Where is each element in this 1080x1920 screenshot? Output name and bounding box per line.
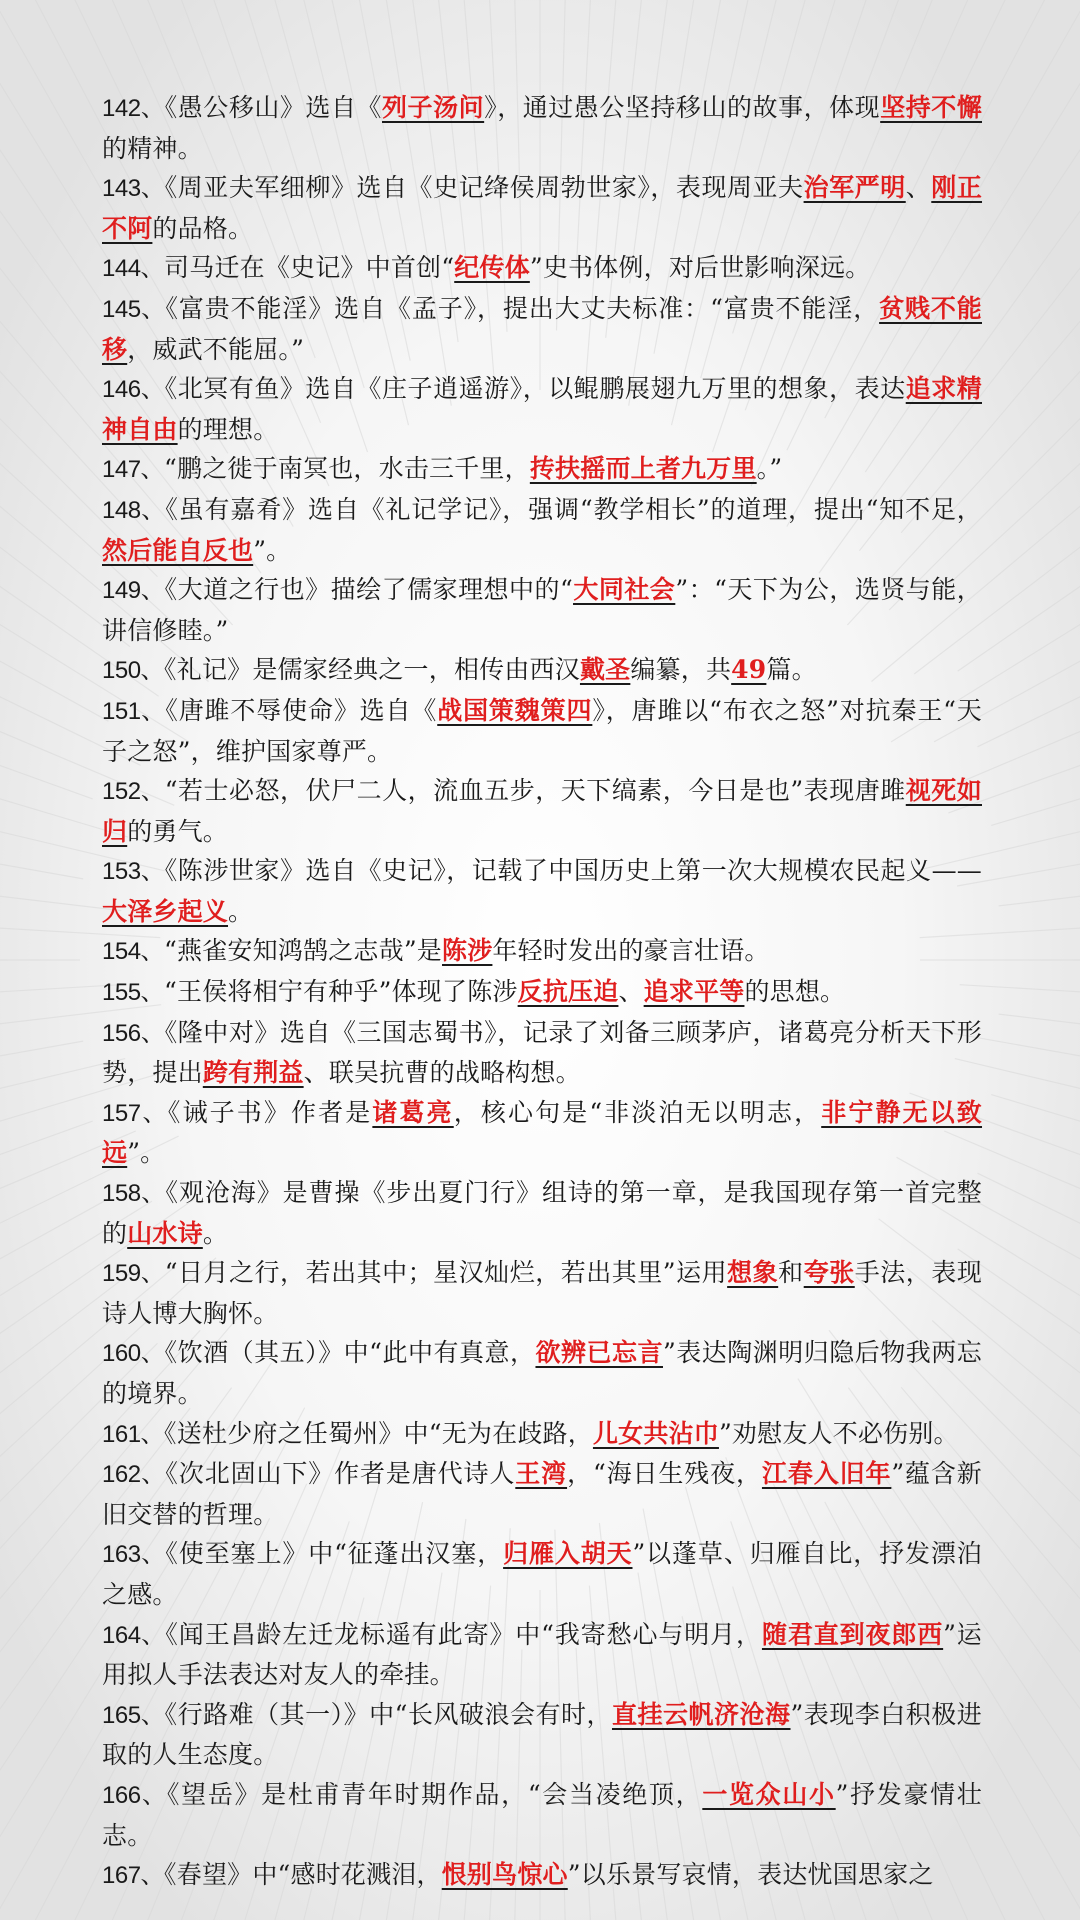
item-text: 《送杜少府之任蜀州》中“无为在歧路， <box>164 1418 593 1448</box>
item-text: 《诫子书》作者是 <box>167 1097 373 1127</box>
item-number: 161、 <box>102 1420 165 1448</box>
list-item <box>102 650 982 691</box>
list-item <box>102 1695 982 1775</box>
list-item <box>102 1454 982 1534</box>
item-text: 的品格。 <box>152 213 254 243</box>
item-text: 《唐雎不辱使命》选自《 <box>165 695 438 725</box>
item-text: 《春望》中“感时花溅泪， <box>164 1860 442 1890</box>
item-text: 手法，表现诗人博大胸怀。 <box>102 1258 983 1328</box>
highlighted-keyword: 反抗压迫 <box>517 977 619 1007</box>
item-number: 159、 <box>102 1260 165 1288</box>
item-text: 《愚公移山》选自《 <box>164 93 383 122</box>
item-text: 《闻王昌龄左迁龙标遥有此寄》中“我寄愁心与明月， <box>165 1619 762 1649</box>
list-item <box>102 369 982 449</box>
item-text: 《观沧海》是曹操《步出夏门行》组诗的第一章，是我国现存第一首完整的 <box>102 1178 983 1248</box>
list-item <box>102 449 982 490</box>
list-item <box>102 851 982 931</box>
list-item <box>102 1534 982 1614</box>
item-text: 《次北固山下》作者是唐代诗人 <box>165 1459 516 1489</box>
highlighted-keyword: 归雁入胡天 <box>503 1539 633 1569</box>
item-text: “若士必怒，伏尸二人，流血五步，天下缟素，今日是也”表现唐雎 <box>164 776 906 806</box>
item-text: 。” <box>756 454 783 484</box>
item-text: ”运用拟人手法表达对友人的牵挂。 <box>102 1619 983 1690</box>
item-number: 162、 <box>102 1461 166 1489</box>
highlighted-keyword: 大泽乡起义 <box>102 896 229 926</box>
item-text: ”抒发豪情壮志。 <box>102 1779 982 1850</box>
item-number: 152、 <box>102 778 165 806</box>
item-text: 《行路难（其一）》中“长风破浪会有时， <box>164 1699 612 1729</box>
highlighted-keyword: 随君直到夜郎西 <box>761 1619 944 1649</box>
highlighted-keyword: 跨有荆益 <box>202 1058 304 1088</box>
item-text: ”蕴含新旧交替的哲理。 <box>102 1459 982 1529</box>
item-text: ，核心句是“非淡泊无以明志， <box>453 1097 822 1127</box>
highlighted-keyword: 儿女共沾巾 <box>592 1418 719 1448</box>
item-number: 154、 <box>102 938 165 966</box>
item-text: ”劝慰友人不必伤别。 <box>718 1418 959 1448</box>
list-item <box>102 1775 982 1855</box>
item-text: 年轻时发出的豪言壮语。 <box>492 936 770 966</box>
item-number: 151、 <box>102 697 166 725</box>
item-number: 167、 <box>102 1862 165 1890</box>
item-text: 》，唐雎以“布衣之怒”对抗秦王“天子之怒”，维护国家尊严。 <box>102 695 983 766</box>
item-number: 147、 <box>102 456 165 484</box>
highlighted-keyword: 治军严明 <box>803 173 906 203</box>
item-number: 142、 <box>102 95 165 122</box>
list-item <box>102 490 982 570</box>
highlighted-keyword: 纪传体 <box>454 253 530 283</box>
item-text: ”史书体例，对后世影响深远。 <box>529 253 871 283</box>
highlighted-keyword: 王湾 <box>515 1459 568 1489</box>
highlighted-keyword: 刚正不阿 <box>102 173 983 243</box>
item-text: “鹏之徙于南冥也，水击三千里， <box>164 454 530 484</box>
highlighted-keyword: 诸葛亮 <box>372 1097 454 1127</box>
list-item <box>102 931 982 972</box>
highlighted-keyword: 一览众山小 <box>702 1779 836 1809</box>
list-item <box>102 1414 982 1455</box>
highlighted-keyword: 坚持不懈 <box>880 93 982 122</box>
item-number: 156、 <box>102 1019 165 1047</box>
highlighted-keyword: 大同社会 <box>573 575 676 605</box>
item-number: 155、 <box>102 979 165 1007</box>
highlighted-keyword: 49 <box>731 655 767 685</box>
list-item <box>102 1253 982 1333</box>
item-text: 《周亚夫军细柳》选自《史记绛侯周勃世家》，表现周亚夫 <box>164 173 804 203</box>
list-item <box>102 771 982 851</box>
item-text: ，“海日生残夜， <box>567 1459 762 1489</box>
highlighted-keyword: 然后能自反也 <box>102 535 254 565</box>
list-item <box>102 1093 982 1173</box>
highlighted-keyword: 山水诗 <box>127 1218 203 1248</box>
item-text: 司马迁在《史记》中首创“ <box>164 253 455 283</box>
study-notes-list <box>102 88 982 1896</box>
item-text: 《陈涉世家》选自《史记》，记载了中国历史上第一次大规模农民起义—— <box>164 856 982 886</box>
highlighted-keyword: 直挂云帆济沧海 <box>611 1699 791 1729</box>
highlighted-keyword: 欲辨已忘言 <box>535 1338 663 1368</box>
highlighted-keyword: 陈涉 <box>442 936 493 966</box>
highlighted-keyword: 追求平等 <box>643 977 745 1007</box>
list-item <box>102 88 982 168</box>
item-number: 148、 <box>102 496 166 524</box>
item-text: 《礼记》是儒家经典之一，相传由西汉 <box>164 655 580 685</box>
list-item <box>102 1013 982 1093</box>
item-number: 149、 <box>102 577 165 605</box>
item-text: 的思想。 <box>744 977 846 1007</box>
item-text: 和 <box>778 1258 804 1288</box>
item-text: “日月之行，若出其中；星汉灿烂，若出其里”运用 <box>164 1258 728 1288</box>
item-number: 158、 <box>102 1180 166 1208</box>
item-text: 《隆中对》选自《三国志蜀书》，记录了刘备三顾茅庐，诸葛亮分析天下形势，提出 <box>102 1017 982 1088</box>
item-number: 163、 <box>102 1541 166 1569</box>
highlighted-keyword: 追求精神自由 <box>102 374 982 444</box>
item-text: “燕雀安知鸿鹄之志哉”是 <box>164 936 443 966</box>
item-text: 编纂，共 <box>630 655 732 685</box>
item-text: ，威武不能屈。” <box>127 334 305 364</box>
item-text: ”以蓬草、归雁自比，抒发漂泊之感。 <box>102 1539 982 1609</box>
item-text: ”表现李白积极进取的人生态度。 <box>102 1699 982 1770</box>
item-text: ”以乐景写哀情，表达忧国思家之 <box>567 1860 934 1890</box>
highlighted-keyword: 战国策魏策四 <box>437 695 593 725</box>
highlighted-keyword: 想象 <box>727 1258 779 1288</box>
item-text: ”。 <box>253 535 292 565</box>
list-item <box>102 1615 982 1695</box>
highlighted-keyword: 贫贱不能移 <box>102 293 982 364</box>
item-number: 144、 <box>102 255 165 283</box>
item-text: 《北冥有鱼》选自《庄子逍遥游》，以鲲鹏展翅九万里的想象，表达 <box>164 374 906 404</box>
item-text: 。 <box>202 1218 229 1248</box>
highlighted-keyword: 抟扶摇而上者九万里 <box>529 454 757 484</box>
item-text: 的理想。 <box>177 414 279 444</box>
item-text: 《大道之行也》描绘了儒家理想中的“ <box>164 575 574 605</box>
list-item <box>102 691 982 771</box>
item-text: ”：“天下为公，选贤与能，讲信修睦。” <box>102 575 983 645</box>
item-number: 150、 <box>102 657 165 685</box>
item-text: 、 <box>618 977 644 1007</box>
item-text: 、 <box>905 173 932 203</box>
list-item <box>102 168 982 248</box>
list-item <box>102 972 982 1013</box>
list-item <box>102 1173 982 1253</box>
item-number: 145、 <box>102 295 166 323</box>
list-item <box>102 1855 982 1896</box>
item-number: 160、 <box>102 1340 165 1368</box>
item-text: 《富贵不能淫》选自《孟子》，提出大丈夫标准：“富贵不能淫， <box>165 293 880 323</box>
item-text: “王侯将相宁有种乎”体现了陈涉 <box>164 977 518 1007</box>
item-number: 165、 <box>102 1701 165 1729</box>
highlighted-keyword: 非宁静无以致远 <box>102 1097 983 1168</box>
item-text: 、联吴抗曹的战略构想。 <box>303 1058 581 1088</box>
item-text: 《虽有嘉肴》选自《礼记学记》，强调“教学相长”的道理，提出“知不足， <box>165 494 982 524</box>
highlighted-keyword: 夸张 <box>803 1258 855 1288</box>
highlighted-keyword: 列子汤问 <box>382 93 485 122</box>
list-item <box>102 1333 982 1413</box>
list-item <box>102 570 982 650</box>
highlighted-keyword: 视死如归 <box>102 776 982 846</box>
item-number: 164、 <box>102 1621 166 1649</box>
item-number: 157、 <box>102 1099 168 1127</box>
item-number: 146、 <box>102 376 165 404</box>
item-text: ”表达陶渊明归隐后物我两忘的境界。 <box>102 1338 982 1408</box>
item-number: 143、 <box>102 175 165 203</box>
highlighted-keyword: 恨别鸟惊心 <box>441 1860 568 1890</box>
item-text: 篇。 <box>766 655 817 685</box>
item-text: 《饮酒（其五）》中“此中有真意， <box>164 1338 536 1368</box>
list-item <box>102 289 982 369</box>
list-item <box>102 248 982 289</box>
item-text: ”。 <box>127 1138 166 1168</box>
item-text: 的精神。 <box>102 133 203 163</box>
item-text: 的勇气。 <box>127 816 229 846</box>
item-number: 153、 <box>102 858 165 886</box>
item-text: 《使至塞上》中“征蓬出汉塞， <box>165 1539 504 1569</box>
highlighted-keyword: 江春入旧年 <box>761 1459 892 1489</box>
item-number: 166、 <box>102 1781 167 1809</box>
item-text: 《望岳》是杜甫青年时期作品，“会当凌绝顶， <box>166 1779 703 1809</box>
item-text: 》，通过愚公坚持移山的故事，体现 <box>484 93 881 122</box>
item-text: 。 <box>228 896 254 926</box>
highlighted-keyword: 戴圣 <box>579 655 631 685</box>
